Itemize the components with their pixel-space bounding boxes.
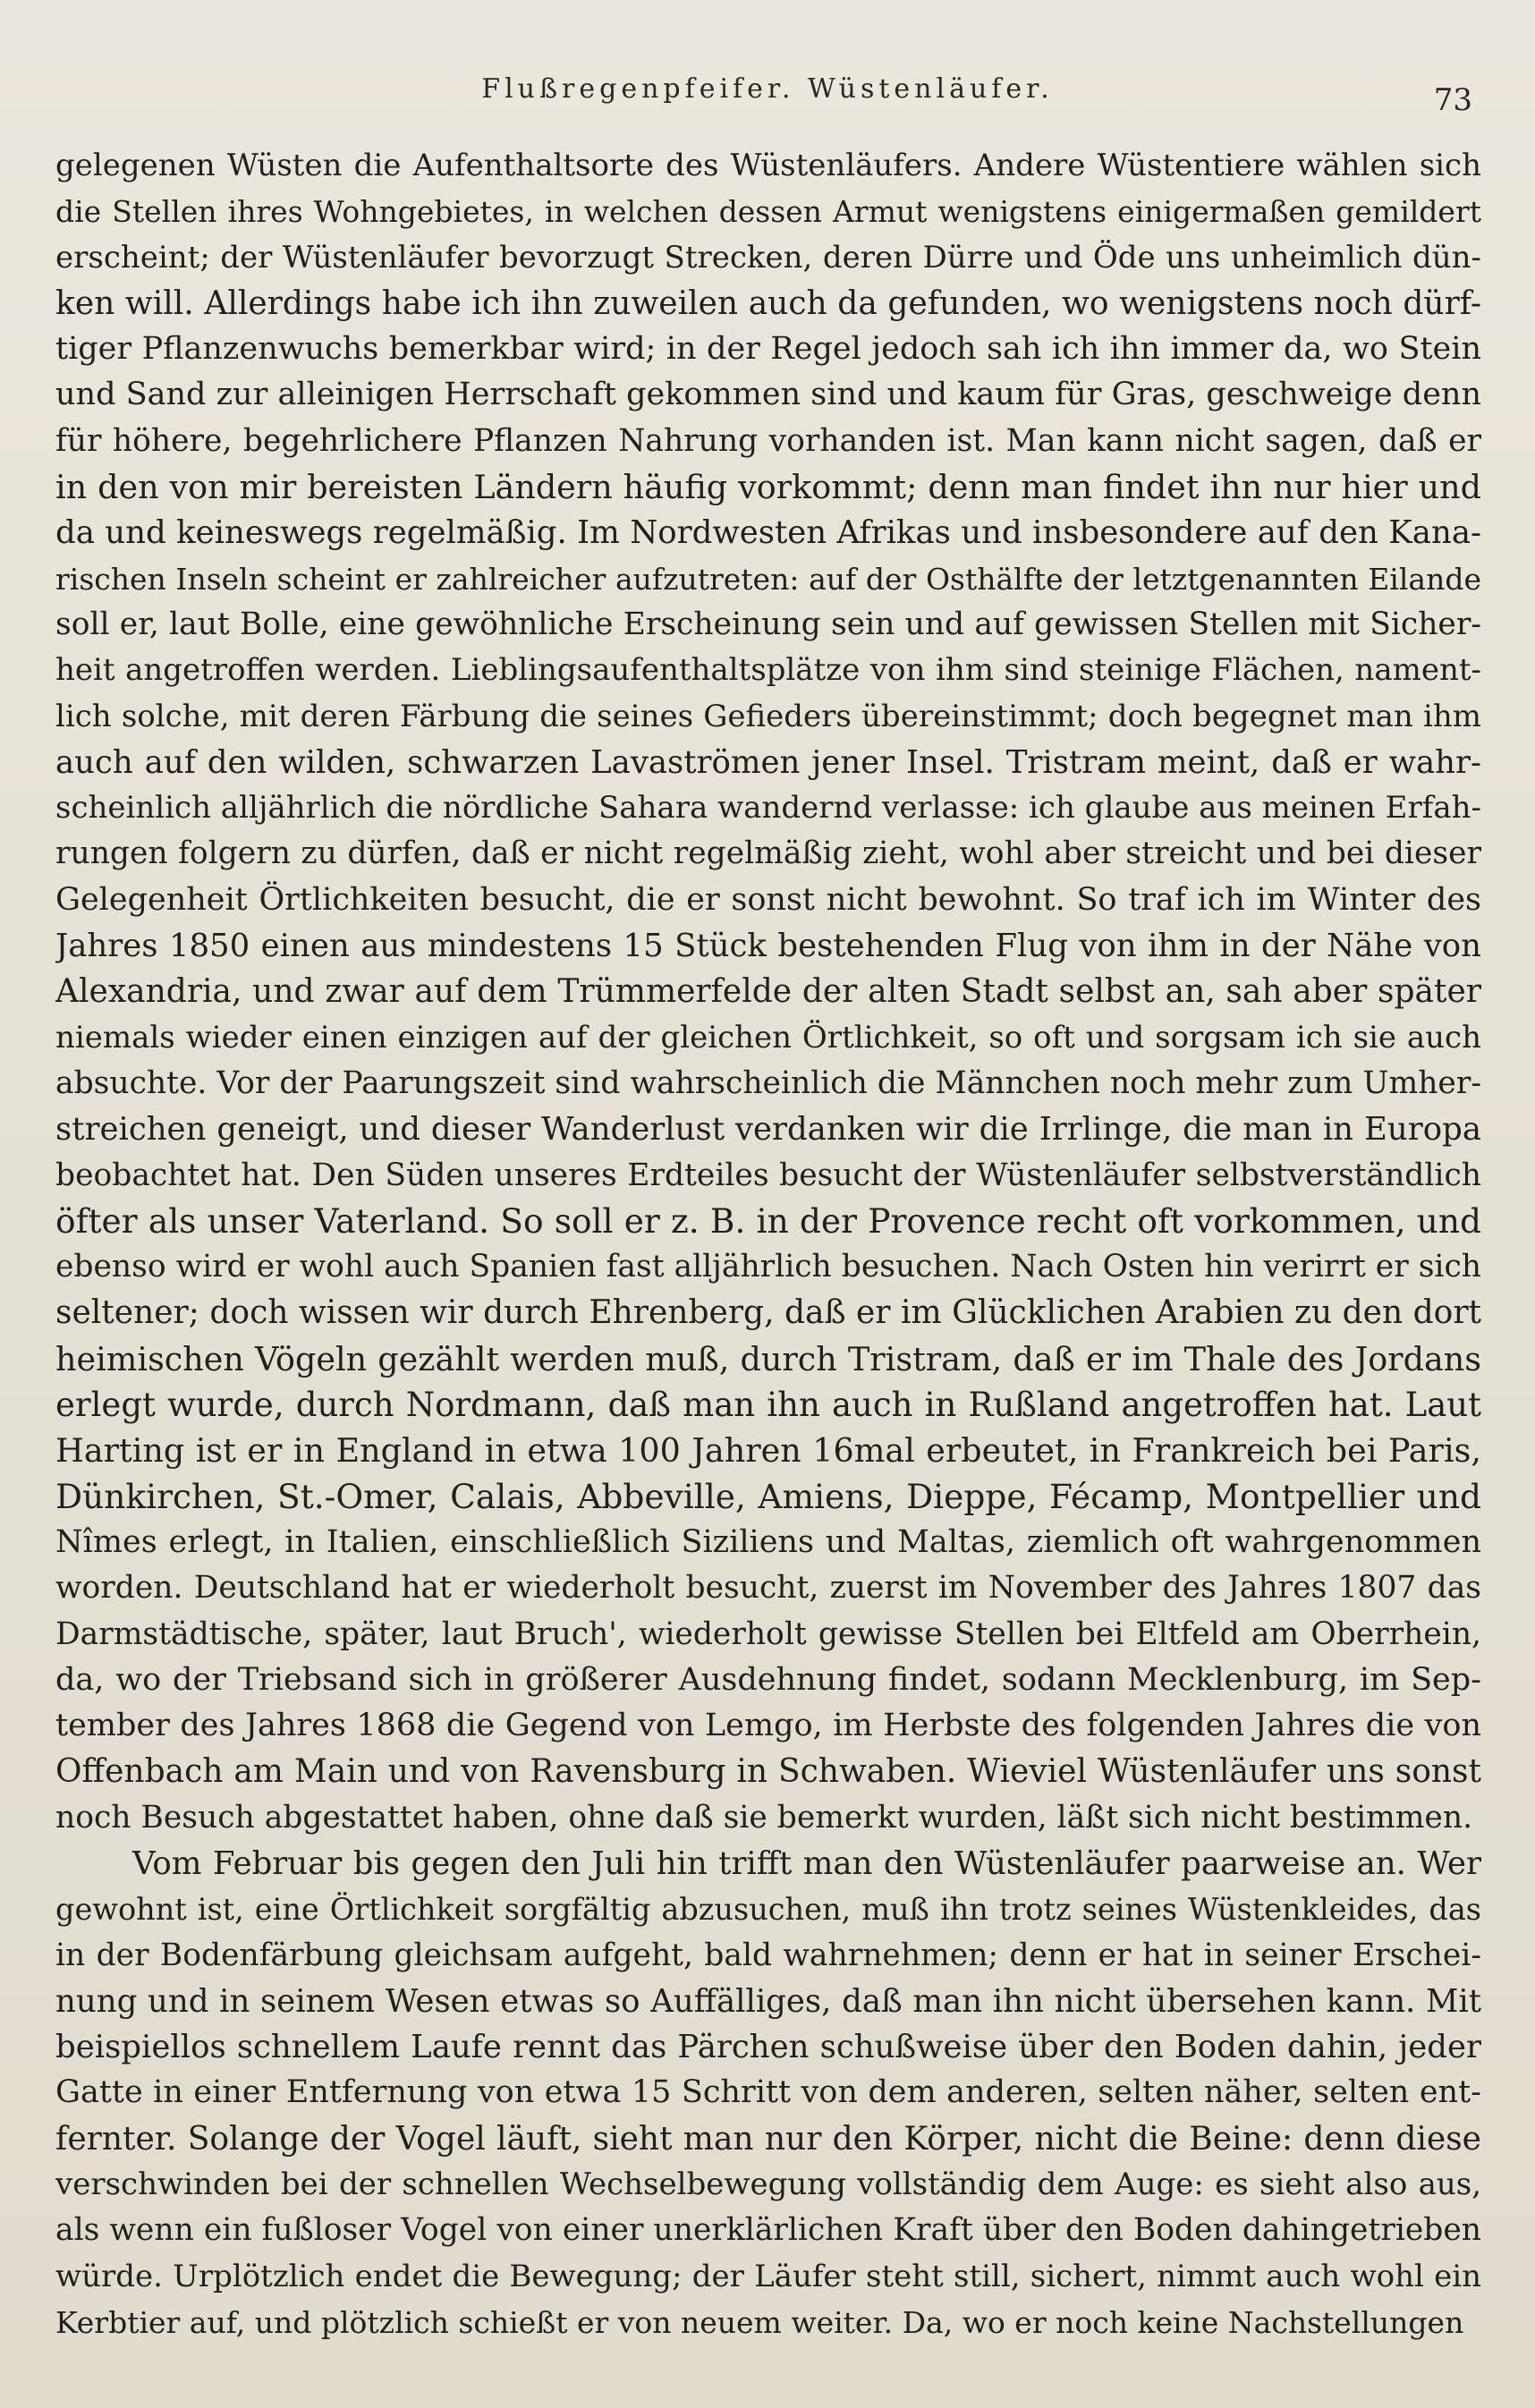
- text-line: Alexandria, und zwar auf dem Trümmerfelde der alten Stadt selbst an, sah aber später: [55, 973, 1481, 1011]
- text-line: rischen Inseln scheint er zahlreicher aufzutreten: auf der Osthälfte der letztgenannten Eilande: [55, 561, 1481, 597]
- text-line: als wenn ein fußloser Vogel von einer unerklärlichen Kraft über den Boden dahingetrieben: [55, 2212, 1481, 2249]
- text-line: tiger Pflanzenwuchs bemerkbar wird; in der Regel jedoch sah ich ihn immer da, wo Stein: [55, 331, 1481, 368]
- paragraph: [55, 143, 1481, 1841]
- text-line: Harting ist er in England in etwa 100 Jahren 16mal erbeutet, in Frankreich bei Paris,: [55, 1431, 1481, 1471]
- text-line: da und keineswegs regelmäßig. Im Nordwesten Afrikas und insbesondere auf den Kana-: [55, 514, 1481, 552]
- text-line: streichen geneigt, und dieser Wanderlust verdanken wir die Irrlinge, die man in Europa: [55, 1111, 1481, 1149]
- text-line: öfter als unser Vaterland. So soll er z. B. in der Provence recht oft vorkommen, und: [55, 1200, 1481, 1241]
- text-line: rungen folgern zu dürfen, daß er nicht regelmäßig zieht, wohl aber streicht und bei dieser: [55, 835, 1481, 872]
- running-title: Flußregenpfeifer. Wüstenläufer.: [481, 73, 1054, 105]
- text-line: und Sand zur alleinigen Herrschaft gekommen sind und kaum für Gras, geschweige denn: [55, 377, 1481, 413]
- text-line: gelegenen Wüsten die Aufenthaltsorte des Wüstenläufers. Andere Wüstentiere wählen sich: [55, 148, 1481, 183]
- text-line: Vom Februar bis gegen den Juli hin trifft man den Wüstenläufer paarweise an. Wer: [132, 1844, 1481, 1882]
- body-text: [55, 143, 1481, 2345]
- text-line: fernter. Solange der Vogel läuft, sieht man nur den Körper, nicht die Beine: denn diese: [55, 2120, 1481, 2158]
- text-line: Jahres 1850 einen aus mindestens 15 Stück bestehenden Flug von ihm in der Nähe von: [55, 928, 1481, 965]
- text-line: scheinlich alljährlich die nördliche Sahara wandernd verlasse: ich glaube aus meinen Erfah-: [55, 790, 1481, 827]
- text-line: Dünkirchen, St.-Omer, Calais, Abbeville, Amiens, Dieppe, Fécamp, Montpellier und: [55, 1476, 1481, 1516]
- text-line: worden. Deutschland hat er wiederholt besucht, zuerst im November des Jahres 1807 das: [55, 1570, 1481, 1607]
- text-line: beispiellos schnellem Laufe rennt das Pärchen schußweise über den Boden dahin, jeder: [55, 2029, 1481, 2066]
- text-line: nung und in seinem Wesen etwas so Auffälliges, daß man ihn nicht übersehen kann. Mit: [55, 1982, 1481, 2020]
- page-number: 73: [1433, 82, 1472, 118]
- text-line: auch auf den wilden, schwarzen Lavaströmen jener Insel. Tristram meint, daß er wahr-: [55, 743, 1481, 781]
- text-line: soll er, laut Bolle, eine gewöhnliche Erscheinung sein und auf gewissen Stellen mit Sicher-: [55, 606, 1481, 642]
- text-line: erscheint; der Wüstenläufer bevorzugt Strecken, deren Dürre und Öde uns unheimlich dün-: [55, 239, 1481, 276]
- text-line: in der Bodenfärbung gleichsam aufgeht, bald wahrnehmen; denn er hat in seiner Erschei-: [55, 1937, 1481, 1973]
- text-line: noch Besuch abgestattet haben, ohne daß sie bemerkt wurden, läßt sich nicht bestimmen.: [55, 1799, 1473, 1836]
- text-line: heit angetroffen werden. Lieblingsaufenthaltsplätze von ihm sind steinige Flächen, nament-: [55, 652, 1481, 689]
- text-line: erlegt wurde, durch Nordmann, daß man ihn auch in Rußland angetroffen hat. Laut: [55, 1386, 1481, 1425]
- text-line: Nîmes erlegt, in Italien, einschließlich Siziliens und Maltas, ziemlich oft wahrgenommen: [55, 1523, 1481, 1560]
- text-line: in den von mir bereisten Ländern häufig vorkommt; denn man findet ihn nur hier und: [55, 468, 1481, 507]
- text-line: lich solche, mit deren Färbung die seines Gefieders übereinstimmt; doch begegnet man ihm: [55, 698, 1481, 734]
- text-line: Offenbach am Main und von Ravensburg in Schwaben. Wieviel Wüstenläufer uns sonst: [55, 1753, 1481, 1791]
- text-line: ebenso wird er wohl auch Spanien fast alljährlich besuchen. Nach Osten hin verirrt er sich: [55, 1249, 1481, 1285]
- text-line: tember des Jahres 1868 die Gegend von Lemgo, im Herbste des folgenden Jahres die von: [55, 1708, 1481, 1744]
- text-line: Darmstädtische, später, laut Bruch', wiederholt gewisse Stellen bei Eltfeld am Oberrhein,: [55, 1615, 1481, 1652]
- text-line: niemals wieder einen einzigen auf der gleichen Örtlichkeit, so oft und sorgsam ich sie auch: [55, 1019, 1481, 1056]
- text-line: da, wo der Triebsand sich in größerer Ausdehnung findet, sodann Mecklenburg, im Sep-: [55, 1661, 1481, 1698]
- text-line: heimischen Vögeln gezählt werden muß, durch Tristram, daß er im Thale des Jordans: [55, 1339, 1481, 1378]
- text-line: die Stellen ihres Wohngebietes, in welchen dessen Armut wenigstens einigermaßen gemildert: [55, 194, 1481, 230]
- text-line: ken will. Allerdings habe ich ihn zuweilen auch da gefunden, wo wenigstens noch dürf-: [55, 284, 1481, 322]
- text-line: seltener; doch wissen wir durch Ehrenberg, daß er im Glücklichen Arabien zu den dort: [55, 1294, 1481, 1332]
- text-line: Kerbtier auf, und plötzlich schießt er von neuem weiter. Da, wo er noch keine Nachstellungen: [55, 2304, 1464, 2340]
- text-line: absuchte. Vor der Paarungszeit sind wahrscheinlich die Männchen noch mehr zum Umher-: [55, 1064, 1481, 1101]
- text-line: würde. Urplötzlich endet die Bewegung; der Läufer steht still, sichert, nimmt auch wohl ein: [55, 2258, 1481, 2294]
- page-header: [54, 70, 1481, 123]
- text-line: beobachtet hat. Den Süden unseres Erdteiles besucht der Wüstenläufer selbstverständlich: [55, 1157, 1481, 1193]
- text-line: Gelegenheit Örtlichkeiten besucht, die er sonst nicht bewohnt. So traf ich im Winter des: [55, 881, 1481, 918]
- paragraph: [55, 1841, 1481, 2345]
- text-line: gewohnt ist, eine Örtlichkeit sorgfältig abzusuchen, muß ihn trotz seines Wüstenkleides, das: [55, 1892, 1481, 1928]
- text-line: verschwinden bei der schnellen Wechselbewegung vollständig dem Auge: es sieht also aus,: [55, 2166, 1481, 2203]
- text-line: Gatte in einer Entfernung von etwa 15 Schritt von dem anderen, selten näher, selten ent-: [55, 2074, 1481, 2111]
- text-line: für höhere, begehrlichere Pflanzen Nahrung vorhanden ist. Man kann nicht sagen, daß er: [55, 422, 1481, 459]
